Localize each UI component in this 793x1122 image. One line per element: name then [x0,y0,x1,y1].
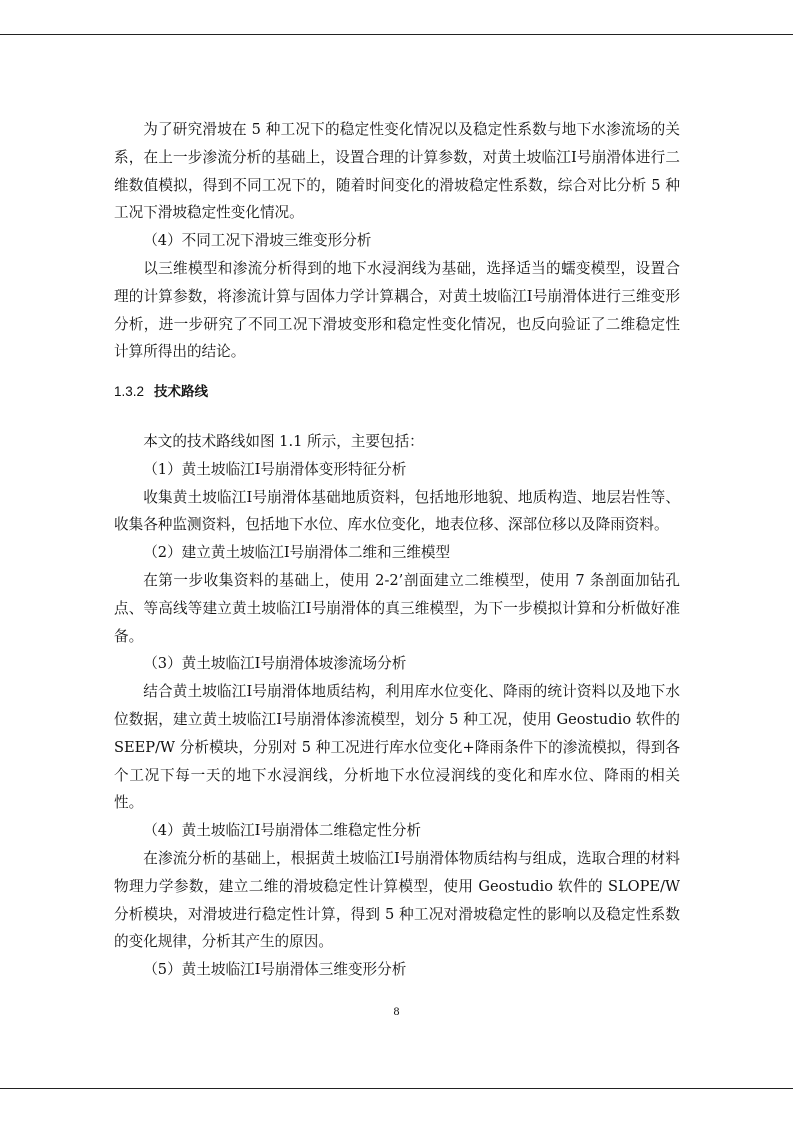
list-item-heading: （5）黄土坡临江Ⅰ号崩滑体三维变形分析 [143,961,407,979]
page-number: 8 [393,1004,400,1018]
paragraph: 本文的技术路线如图 1.1 所示，主要包括： [143,433,424,450]
section-title: 技术路线 [154,384,209,400]
paragraph: 在渗流分析的基础上，根据黄土坡临江Ⅰ号崩滑体物质结构与组成，选取合理的材料物理力学参数，建立二维的滑坡稳定性计算模型，使用 Geostudio 软件的 SLOPE/W 分析模块，对滑坡进行稳定性计算，得到 5 种工况对滑坡稳定性的影响以及稳定性系数的变化规律，分析其产生的原因。 [114,849,680,951]
paragraph: 为了研究滑坡在 5 种工况下的稳定性变化情况以及稳定性系数与地下水渗流场的关系，在上一步渗流分析的基础上，设置合理的计算参数，对黄土坡临江Ⅰ号崩滑体进行二维数值模拟，得到不同工况下的，随着时间变化的滑坡稳定性系数，综合对比分析 5 种工况下滑坡稳定性变化情况。 [114,121,680,222]
paragraph: 结合黄土坡临江Ⅰ号崩滑体地质结构，利用库水位变化、降雨的统计资料以及地下水位数据，建立黄土坡临江Ⅰ号崩滑体渗流模型，划分 5 种工况，使用 Geostudio 软件的 SEEP/W 分析模块，分别对 5 种工况进行库水位变化+降雨条件下的渗流模拟，得到各个工况下每一天的地下水浸润线，分析地下水位浸润线的变化和库水位、降雨的相关性。 [114,683,680,812]
list-item-heading: （4）黄土坡临江Ⅰ号崩滑体二维稳定性分析 [143,822,421,840]
body-text-bottom [114,428,680,984]
paragraph: 收集黄土坡临江Ⅰ号崩滑体基础地质资料，包括地形地貌、地质构造、地层岩性等、收集各种监测资料，包括地下水位、库水位变化，地表位移、深部位移以及降雨资料。 [114,488,680,534]
paragraph: 在第一步收集资料的基础上，使用 2-2’剖面建立二维模型，使用 7 条剖面加钻孔点、等高线等建立黄土坡临江Ⅰ号崩滑体的真三维模型，为下一步模拟计算和分析做好准备。 [114,571,680,645]
paragraph: 以三维模型和渗流分析得到的地下水浸润线为基础，选择适当的蠕变模型，设置合理的计算参数，将渗流计算与固体力学计算耦合，对黄土坡临江Ⅰ号崩滑体进行三维变形分析，进一步研究了不同工况下滑坡变形和稳定性变化情况，也反向验证了二维稳定性计算所得出的结论。 [114,259,680,361]
section-number: 1.3.2 [114,384,145,399]
footer-rule [0,1088,793,1089]
list-item-heading: （1）黄土坡临江Ⅰ号崩滑体变形特征分析 [143,460,407,478]
section-heading [114,382,208,402]
body-text-top [114,116,680,366]
list-item-heading: （2）建立黄土坡临江Ⅰ号崩滑体二维和三维模型 [143,544,451,562]
header-rule [0,34,793,35]
list-item-heading: （3）黄土坡临江Ⅰ号崩滑体坡渗流场分析 [143,655,407,673]
list-item-heading: （4）不同工况下滑坡三维变形分析 [143,232,372,250]
